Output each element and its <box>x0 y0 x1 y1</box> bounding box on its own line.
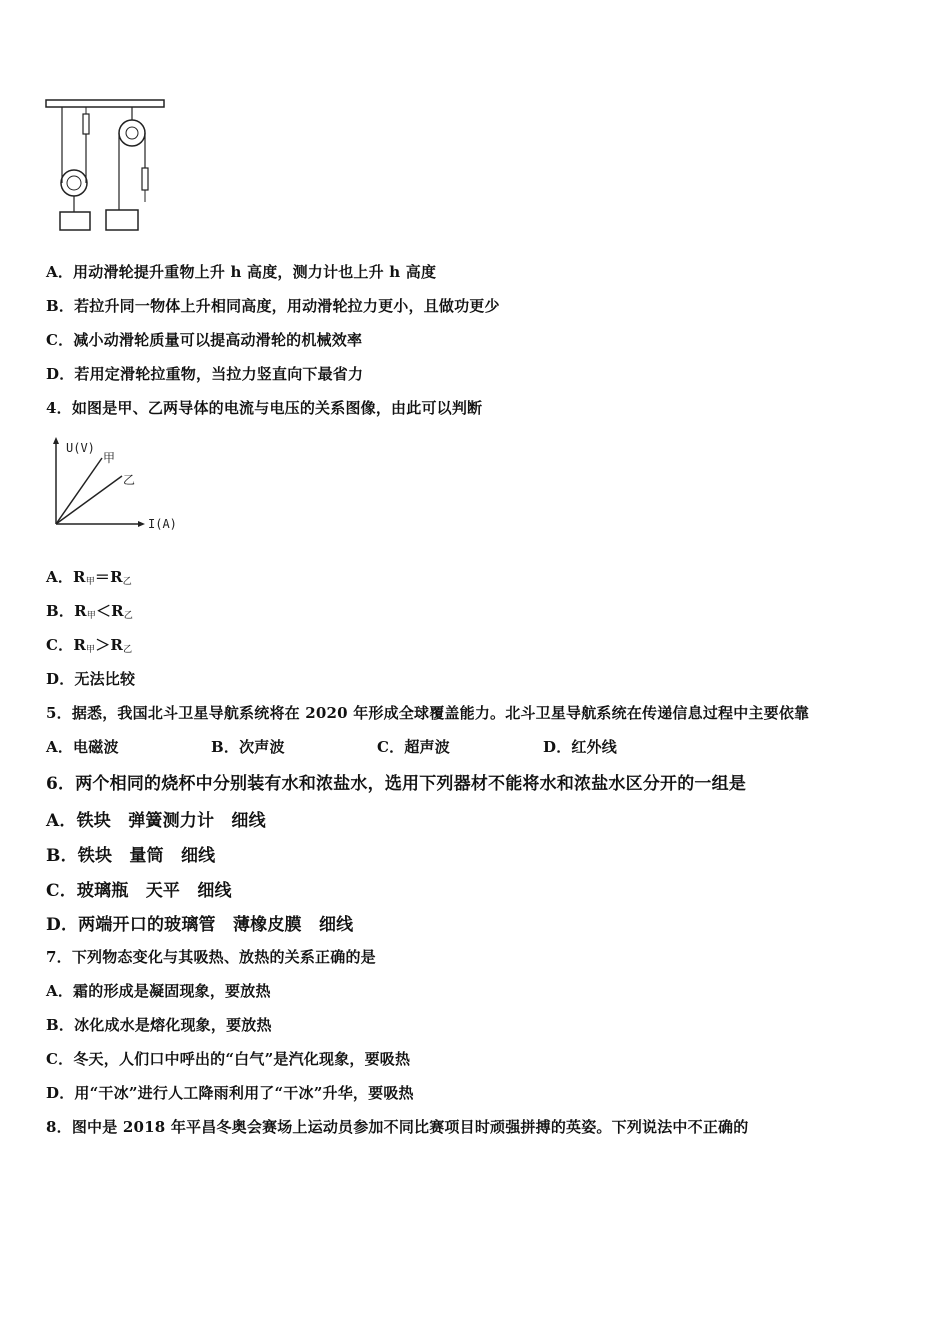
q4-b-rel: ＜R <box>95 602 124 620</box>
line-jia-label: 甲 <box>103 451 116 465</box>
q4-option-c <box>46 634 132 655</box>
q5-option-a: A．电磁波 <box>46 738 119 756</box>
q5-option-c: C．超声波 <box>377 738 450 756</box>
line-yi <box>56 476 122 524</box>
q4-b-prefix: B．R <box>46 602 87 620</box>
x-axis-label: I(A) <box>148 517 177 531</box>
q3-option-d: D．若用定滑轮拉重物，当拉力竖直向下最省力 <box>46 365 364 383</box>
q4-stem: 4．如图是甲、乙两导体的电流与电压的关系图像，由此可以判断 <box>46 399 483 417</box>
q4-b-sub2: 乙 <box>123 611 134 621</box>
q4-option-d: D．无法比较 <box>46 670 136 688</box>
line-yi-label: 乙 <box>123 473 136 487</box>
ceiling-bar <box>46 100 164 107</box>
q4-option-a <box>46 566 132 587</box>
q8-stem: 8．图中是 2018 年平昌冬奥会赛场上运动员参加不同比赛项目时顽强拼搏的英姿。下列说法中不正确的 <box>46 1118 749 1136</box>
q4-c-sub1: 甲 <box>86 645 96 655</box>
q7-option-a: A．霜的形成是凝固现象，要放热 <box>46 982 271 1000</box>
q4-a-prefix: A．R <box>46 568 86 586</box>
movable-pulley <box>61 170 87 196</box>
q5-option-b: B．次声波 <box>211 738 285 756</box>
q5-stem: 5．据悉，我国北斗卫星导航系统将在 2020 年形成全球覆盖能力。北斗卫星导航系统在传递信息过程中主要依靠 <box>46 704 810 722</box>
ui-graph <box>44 434 194 538</box>
q7-option-b: B．冰化成水是熔化现象，要放热 <box>46 1016 272 1034</box>
q7-option-c: C．冬天，人们口中呼出的“白气”是汽化现象，要吸热 <box>46 1050 411 1068</box>
q5-option-d: D．红外线 <box>543 738 618 756</box>
q7-option-d: D．用“干冰”进行人工降雨利用了“干冰”升华，要吸热 <box>46 1084 414 1102</box>
q4-option-b <box>46 600 133 621</box>
y-axis-label: U(V) <box>66 441 95 455</box>
q4-a-sub2: 乙 <box>122 577 132 587</box>
q4-a-sub1: 甲 <box>85 577 95 587</box>
q4-b-sub1: 甲 <box>86 611 96 621</box>
block-right <box>106 210 138 230</box>
q3-option-b: B．若拉升同一物体上升相同高度，用动滑轮拉力更小，且做功更少 <box>46 297 500 315</box>
q7-stem: 7．下列物态变化与其吸热、放热的关系正确的是 <box>46 948 376 966</box>
q6-stem: 6．两个相同的烧杯中分别装有水和浓盐水，选用下列器材不能将水和浓盐水区分开的一组是 <box>46 774 747 794</box>
q4-c-prefix: C．R <box>46 636 87 654</box>
q3-option-c: C．减小动滑轮质量可以提高动滑轮的机械效率 <box>46 331 363 349</box>
spring-scale-right <box>142 168 148 190</box>
q6-option-a: A．铁块 弹簧测力计 细线 <box>46 811 266 831</box>
pulley-figure <box>44 98 168 232</box>
q6-option-b: B．铁块 量筒 细线 <box>46 846 216 866</box>
q3-option-a: A．用动滑轮提升重物上升 h 高度，测力计也上升 h 高度 <box>46 263 437 281</box>
q4-c-sub2: 乙 <box>123 645 133 655</box>
q6-option-c: C．玻璃瓶 天平 细线 <box>46 881 232 901</box>
q4-a-rel: ＝R <box>94 568 123 586</box>
q5-options <box>46 736 617 757</box>
q6-option-d: D．两端开口的玻璃管 薄橡皮膜 细线 <box>46 915 354 935</box>
fixed-pulley <box>119 120 145 146</box>
spring-scale-left <box>83 114 89 134</box>
q4-c-rel: ＞R <box>95 636 124 654</box>
block-left <box>60 212 90 230</box>
line-jia <box>56 458 102 524</box>
